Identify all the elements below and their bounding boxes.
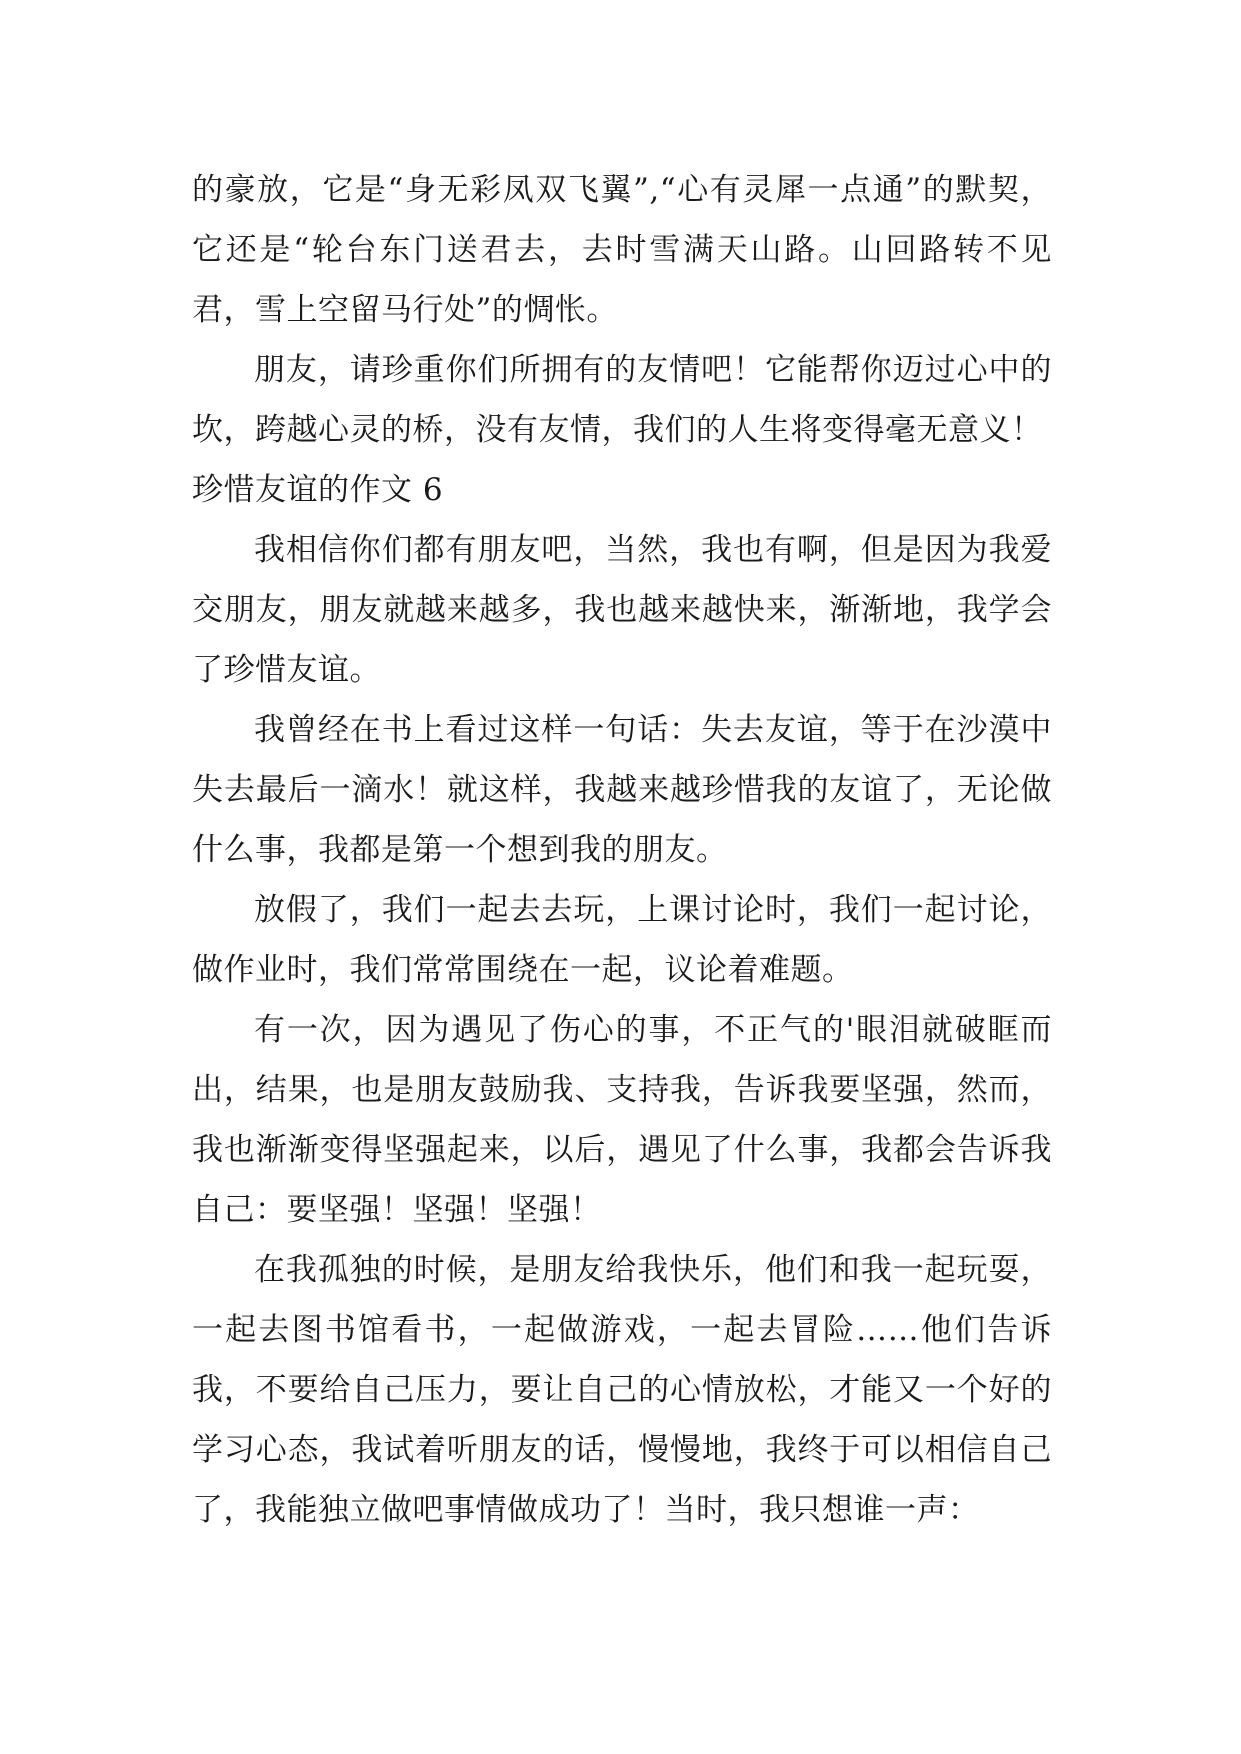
paragraph: 放假了，我们一起去去玩，上课讨论时，我们一起讨论，做作业时，我们常常围绕在一起，议论着难题。	[192, 892, 1052, 988]
document-body	[192, 160, 1052, 1540]
section-heading: 珍惜友谊的作文 6	[192, 472, 444, 508]
paragraph: 有一次，因为遇见了伤心的事，不正气的'眼泪就破眶而出，结果，也是朋友鼓励我、支持我，告诉我要坚强，然而，我也渐渐变得坚强起来，以后，遇见了什么事，我都会告诉我自己：要坚强！坚强！坚强！	[192, 1012, 1052, 1228]
paragraph: 朋友，请珍重你们所拥有的友情吧！它能帮你迈过心中的坎，跨越心灵的桥，没有友情，我们的人生将变得毫无意义！	[192, 352, 1052, 448]
paragraph: 我相信你们都有朋友吧，当然，我也有啊，但是因为我爱交朋友，朋友就越来越多，我也越来越快来，渐渐地，我学会了珍惜友谊。	[192, 532, 1052, 688]
paragraph: 我曾经在书上看过这样一句话：失去友谊，等于在沙漠中失去最后一滴水！就这样，我越来越珍惜我的友谊了，无论做什么事，我都是第一个想到我的朋友。	[192, 712, 1052, 868]
paragraph: 在我孤独的时候，是朋友给我快乐，他们和我一起玩耍，一起去图书馆看书，一起做游戏，一起去冒险……他们告诉我，不要给自己压力，要让自己的心情放松，才能又一个好的学习心态，我试着听朋友的话，慢慢地，我终于可以相信自己了，我能独立做吧事情做成功了！当时，我只想谁一声：	[192, 1252, 1052, 1528]
paragraph-continuation: 的豪放，它是“身无彩凤双飞翼”,“心有灵犀一点通”的默契，它还是“轮台东门送君去，去时雪满天山路。山回路转不见君，雪上空留马行处”的惆怅。	[192, 172, 1052, 328]
